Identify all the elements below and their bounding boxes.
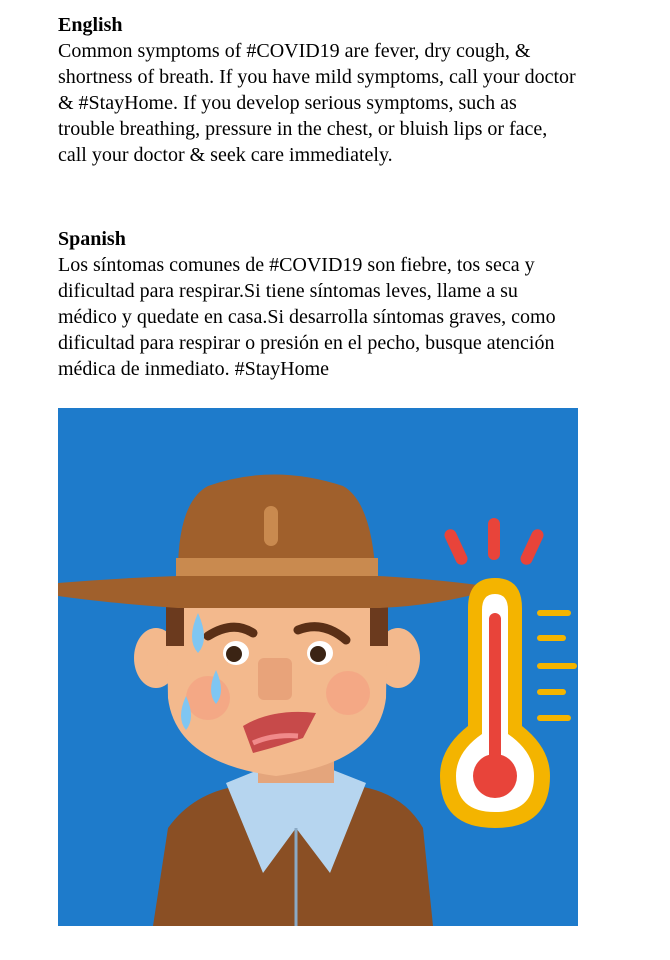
hat-crease bbox=[264, 506, 278, 546]
heat-line bbox=[488, 518, 500, 560]
left-cheek bbox=[186, 676, 230, 720]
nose bbox=[258, 658, 292, 700]
spanish-line: Los síntomas comunes de #COVID19 son fiebre, tos seca y bbox=[58, 254, 535, 276]
spanish-section bbox=[58, 226, 658, 382]
sick-man-icon bbox=[58, 408, 578, 926]
english-line: & #StayHome. If you develop serious symptoms, such as bbox=[58, 92, 517, 114]
left-pupil bbox=[226, 646, 242, 662]
english-heading: English bbox=[58, 14, 123, 36]
spanish-heading: Spanish bbox=[58, 228, 126, 250]
english-line: trouble breathing, pressure in the chest, or bluish lips or face, bbox=[58, 118, 548, 140]
spanish-line: médico y quedate en casa.Si desarrolla síntomas graves, como bbox=[58, 306, 556, 328]
right-pupil bbox=[310, 646, 326, 662]
mercury-column bbox=[489, 613, 501, 773]
spanish-line: dificultad para respirar.Si tiene síntomas leves, llame a su bbox=[58, 280, 518, 302]
english-line: call your doctor & seek care immediately. bbox=[58, 144, 393, 166]
sick-man-illustration bbox=[58, 408, 578, 926]
mercury-bulb bbox=[473, 754, 517, 798]
english-line: shortness of breath. If you have mild symptoms, call your doctor bbox=[58, 66, 576, 88]
english-section bbox=[58, 12, 658, 168]
right-cheek bbox=[326, 671, 370, 715]
spanish-line: médica de inmediato. #StayHome bbox=[58, 358, 330, 380]
english-line: Common symptoms of #COVID19 are fever, dry cough, & bbox=[58, 40, 531, 62]
spanish-line: dificultad para respirar o presión en el pecho, busque atención bbox=[58, 332, 555, 354]
